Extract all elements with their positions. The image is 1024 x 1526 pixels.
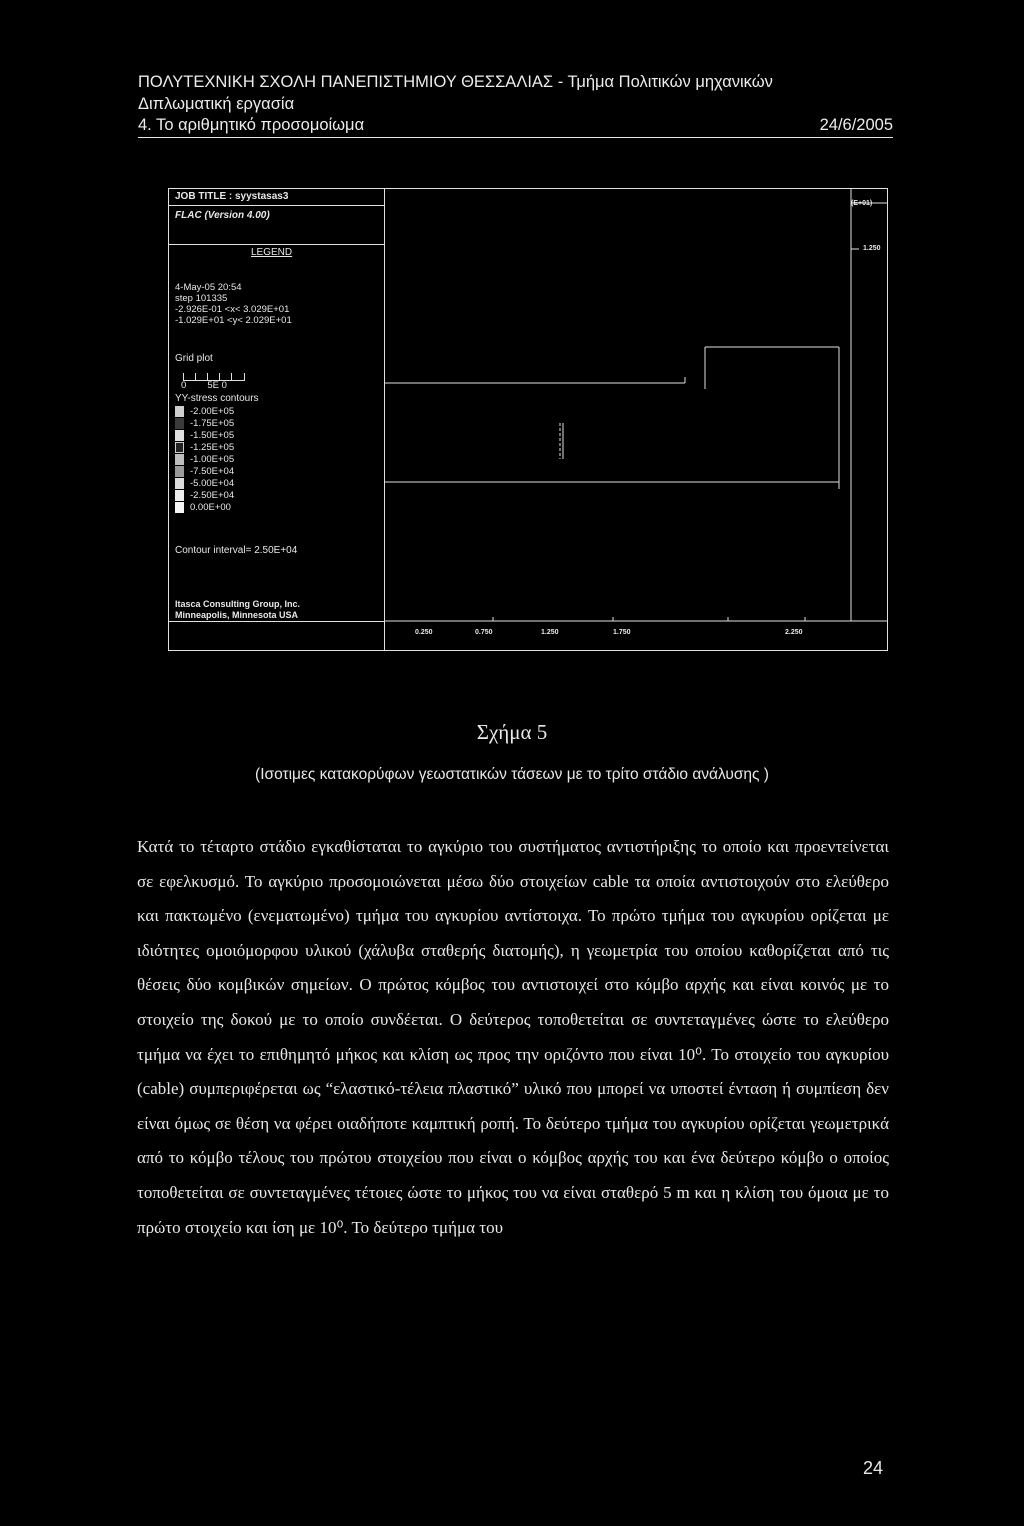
contour-entry: -1.75E+05 bbox=[175, 417, 234, 429]
contour-swatch bbox=[175, 454, 184, 465]
legend-heading: LEGEND bbox=[251, 247, 293, 258]
plot-area bbox=[385, 189, 887, 650]
contour-swatch bbox=[175, 502, 184, 513]
contour-swatch bbox=[175, 418, 184, 429]
scale-bar-label: 0 5E 0 bbox=[181, 380, 227, 391]
x-tick-label: 1.250 bbox=[541, 629, 559, 636]
x-tick-label: 0.750 bbox=[475, 629, 493, 636]
legend-divider bbox=[169, 205, 385, 206]
contour-swatch bbox=[175, 490, 184, 501]
header-rule bbox=[138, 137, 893, 138]
contour-swatch bbox=[175, 430, 184, 441]
meta-y-range: -1.029E+01 <y< 2.029E+01 bbox=[175, 315, 292, 326]
contour-swatch bbox=[175, 478, 184, 489]
flac-figure bbox=[168, 188, 888, 651]
contour-swatch bbox=[175, 466, 184, 477]
contour-list bbox=[175, 405, 234, 513]
figure-caption-subtitle: (Ισοτιμες κατακορύφων γεωστατικών τάσεων με το τρίτο στάδιο ανάλυσης ) bbox=[255, 766, 769, 783]
x-tick-label: 1.750 bbox=[613, 629, 631, 636]
flac-version: FLAC (Version 4.00) bbox=[175, 210, 270, 221]
header-section: 4. Το αριθμητικό προσομοίωμα bbox=[138, 116, 365, 134]
contour-swatch bbox=[175, 442, 184, 453]
meta-date: 4-May-05 20:54 bbox=[175, 282, 242, 293]
contour-entry: -1.00E+05 bbox=[175, 453, 234, 465]
x-tick-label: 0.250 bbox=[415, 629, 433, 636]
contour-entry: 0.00E+00 bbox=[175, 501, 234, 513]
contour-title: YY-stress contours bbox=[175, 393, 259, 404]
grid-plot-svg bbox=[385, 189, 887, 649]
legend-divider bbox=[169, 621, 385, 622]
header-date: 24/6/2005 bbox=[819, 116, 893, 134]
legend-divider bbox=[169, 244, 385, 245]
firm-city: Minneapolis, Minnesota USA bbox=[175, 610, 299, 620]
contour-entry: -2.50E+04 bbox=[175, 489, 234, 501]
contour-entry: -1.50E+05 bbox=[175, 429, 234, 441]
figure-legend-panel bbox=[169, 189, 385, 650]
header-institution: ΠΟΛΥΤΕΧΝΙΚΗ ΣΧΟΛΗ ΠΑΝΕΠΙΣΤΗΜΙΟΥ ΘΕΣΣΑΛΙΑΣ - Τμήμα Πολιτικών μηχανικών bbox=[138, 73, 773, 91]
y-tick-label: 1.250 bbox=[863, 245, 881, 252]
firm-name: Itasca Consulting Group, Inc. bbox=[175, 599, 301, 609]
contour-entry: -2.00E+05 bbox=[175, 405, 234, 417]
run-metadata bbox=[175, 282, 292, 326]
contour-interval: Contour interval= 2.50E+04 bbox=[175, 545, 298, 556]
contour-entry: -1.25E+05 bbox=[175, 441, 234, 453]
page-number: 24 bbox=[863, 1458, 884, 1478]
meta-x-range: -2.926E-01 <x< 3.029E+01 bbox=[175, 304, 290, 315]
contour-entry: -7.50E+04 bbox=[175, 465, 234, 477]
contour-swatch bbox=[175, 406, 184, 417]
grid-plot-label: Grid plot bbox=[175, 353, 213, 364]
y-axis-exponent: (E+01) bbox=[851, 200, 873, 207]
figure-caption-title: Σχήμα 5 bbox=[476, 720, 548, 744]
contour-entry: -5.00E+04 bbox=[175, 477, 234, 489]
firm-credit bbox=[175, 599, 300, 621]
job-title: JOB TITLE : syystasas3 bbox=[175, 191, 289, 202]
body-paragraph: Κατά το τέταρτο στάδιο εγκαθίσταται το αγκύριο του συστήματος αντιστήριξης το οποίο και προεντείνεται σε εφελκυσμό. Το αγκύριο προσομοιώνεται μέσω δύο στοιχείων cable τα οποία αντιστοιχούν στο ελεύθερο και πακτωμένο (ενεματωμένο) τμήμα του αγκυρίου αντίστοιχα. Το πρώτο τμήμα του αγκυρίου ορίζεται με ιδιότητες ομοιόμορφου υλικού (χάλυβα σταθερής διατομής), η γεωμετρία του οποίου καθορίζεται από τις θέσεις δύο κομβικών σημείων. Ο πρώτος κόμβος του αντιστοιχεί στο κόμβο αρχής και είναι κοινός με το στοιχείο της δοκού με το οποίο συνδέεται. Ο δεύτερος τοποθετείται σε συντεταγμένες ώστε το ελεύθερο τμήμα να έχει το επιθημητό μήκος και κλίση ως προς την οριζόντο που είναι 10⁰. Το στοιχείο του αγκυρίου (cable) συμπεριφέρεται ως “ελαστικό-τέλεια πλαστικό” υλικό που μπορεί να υποστεί ένταση ή συμπίεση δεν είναι όμως σε θέση να φέρει οιαδήποτε καμπτική ροπή. Το δεύτερο τμήμα του αγκυρίου ορίζεται γεωμετρικά από το κόμβο τέλους του πρώτου στοιχείου που είναι ο κόμβος αρχής του και ένα δεύτερο κόμβο ο οποίος τοποθετείται σε συντεταγμένες τέτοιες ώστε το μήκος του να είναι σταθερό 5 m και η κλίση του όμοια με το πρώτο στοιχείο και ίση με 10⁰. Το δεύτερο τμήμα του bbox=[137, 837, 889, 1237]
header-section-row bbox=[138, 115, 893, 136]
x-tick-label: 2.250 bbox=[785, 629, 803, 636]
meta-step: step 101335 bbox=[175, 293, 228, 304]
header-thesis: Διπλωματική εργασία bbox=[138, 95, 295, 113]
